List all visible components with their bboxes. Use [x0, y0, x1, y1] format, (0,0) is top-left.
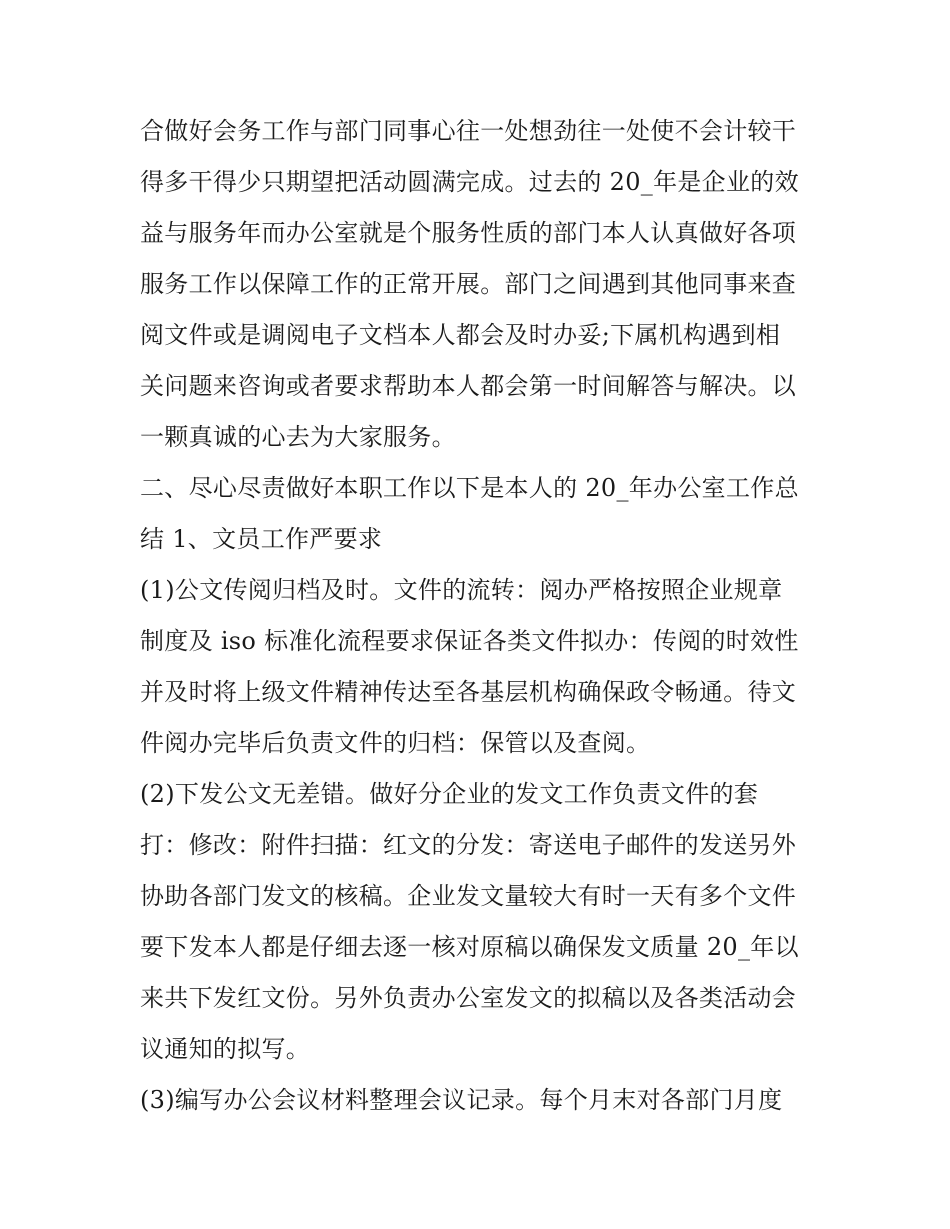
list-item-line: (3)编写办公会议材料整理会议记录。每个月末对各部门月度 [140, 1086, 783, 1114]
text-line: 议通知的拟写。 [140, 1035, 311, 1063]
section-heading-line: 二、尽心尽责做好本职工作以下是本人的 20_年办公室工作总 [140, 474, 799, 502]
text-line: 打：修改：附件扫描：红文的分发：寄送电子邮件的发送另外 [140, 831, 797, 859]
text-line: 合做好会务工作与部门同事心往一处想劲往一处使不会计较干 [140, 117, 797, 145]
text-line: 制度及 iso 标准化流程要求保证各类文件拟办：传阅的时效性 [140, 627, 799, 655]
section-heading-line: 结 1、文员工作严要求 [140, 525, 383, 553]
text-line: 益与服务年而办公室就是个服务性质的部门本人认真做好各项 [140, 219, 797, 247]
text-line: 阅文件或是调阅电子文档本人都会及时办妥;下属机构遇到相 [140, 321, 781, 349]
list-item-line: (1)公文传阅归档及时。文件的流转：阅办严格按照企业规章 [140, 576, 783, 604]
text-line: 得多干得少只期望把活动圆满完成。过去的 20_年是企业的效 [140, 168, 799, 196]
text-line: 服务工作以保障工作的正常开展。部门之间遇到其他同事来查 [140, 270, 797, 298]
text-line: 协助各部门发文的核稿。企业发文量较大有时一天有多个文件 [140, 882, 797, 910]
text-line: 并及时将上级文件精神传达至各基层机构确保政令畅通。待文 [140, 678, 797, 706]
text-line: 来共下发红文份。另外负责办公室发文的拟稿以及各类活动会 [140, 984, 797, 1012]
list-item-line: (2)下发公文无差错。做好分企业的发文工作负责文件的套 [140, 780, 759, 808]
text-line: 关问题来咨询或者要求帮助本人都会第一时间解答与解决。以 [140, 372, 797, 400]
document-body [140, 106, 830, 1126]
text-line: 一颗真诚的心去为大家服务。 [140, 423, 456, 451]
text-line: 件阅办完毕后负责文件的归档：保管以及查阅。 [140, 729, 651, 757]
text-line: 要下发本人都是仔细去逐一核对原稿以确保发文质量 20_年以 [140, 933, 799, 961]
